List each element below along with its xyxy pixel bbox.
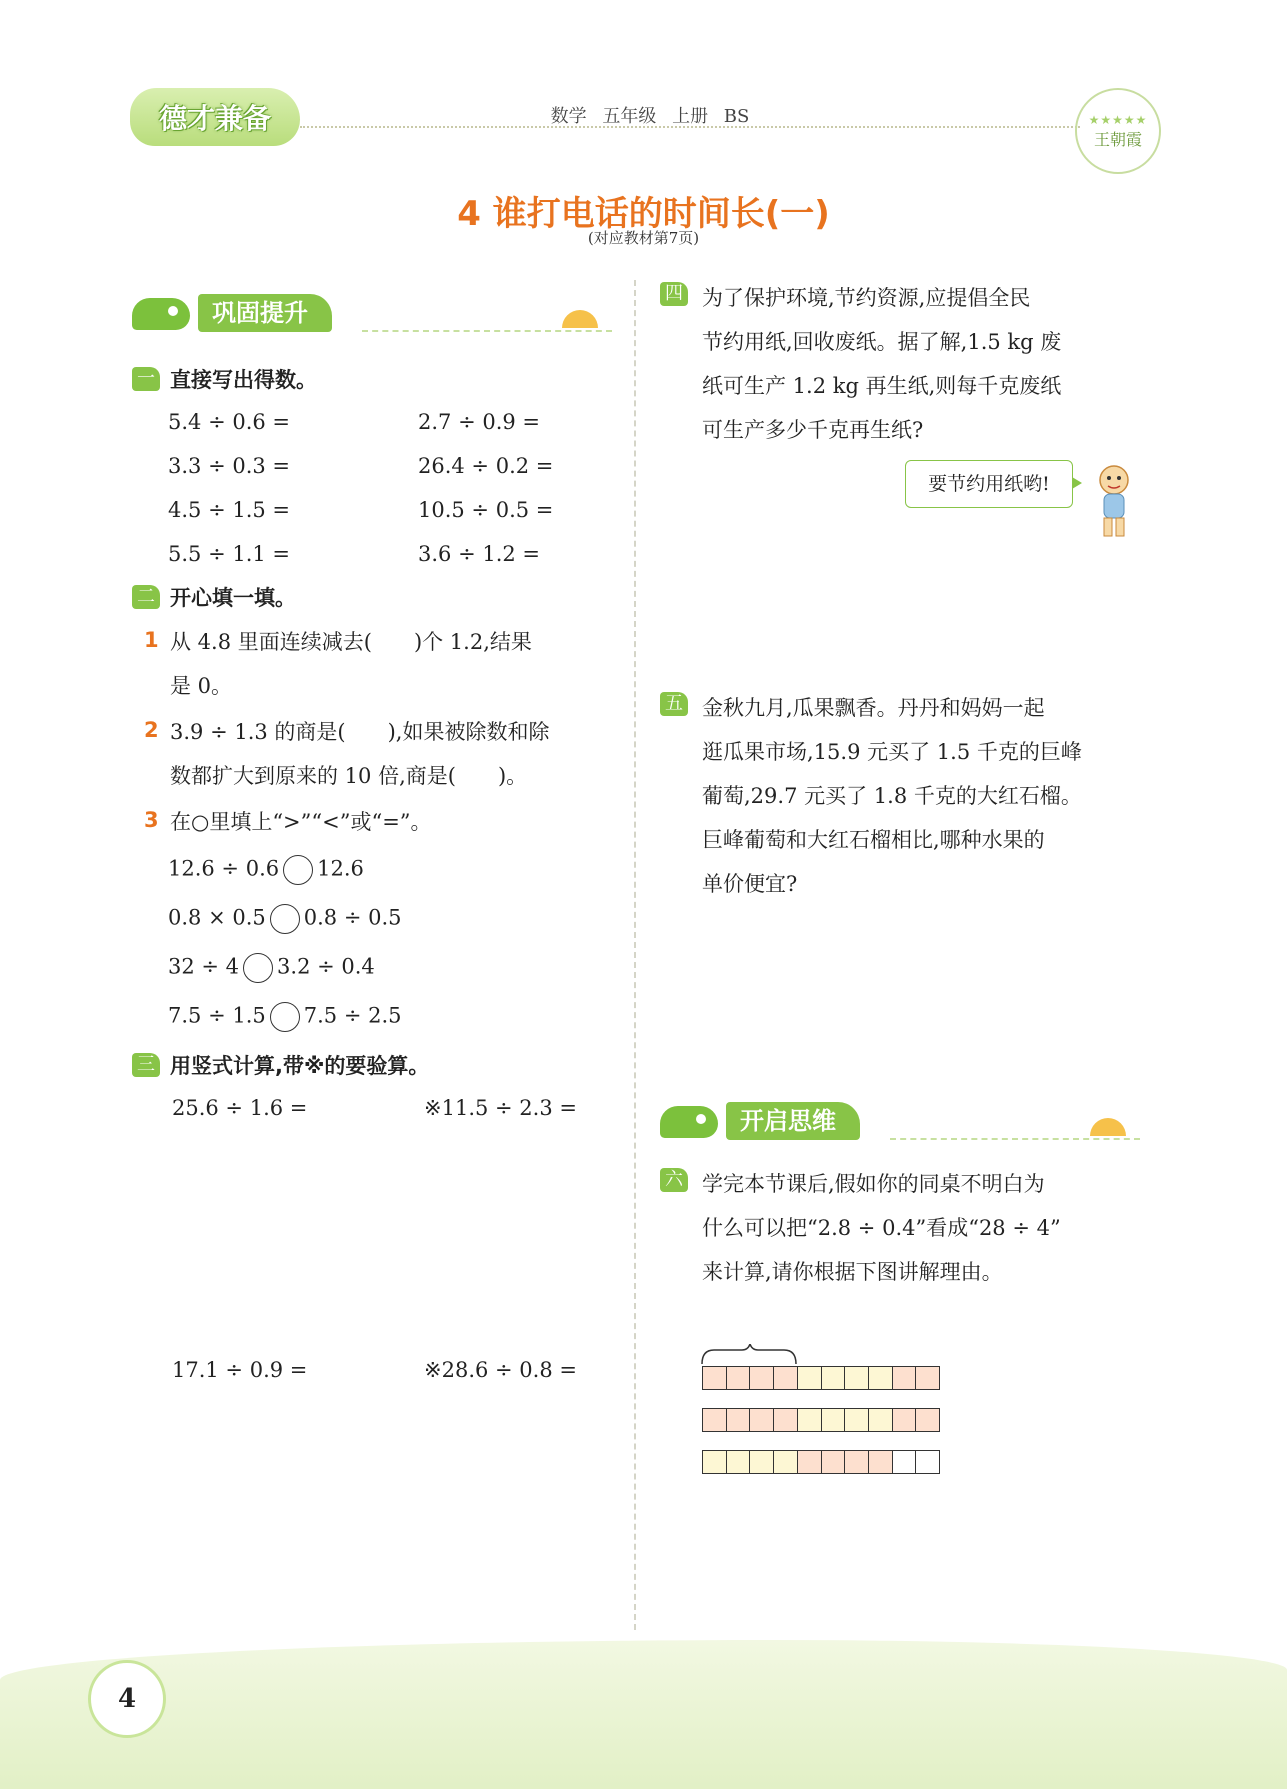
- q6-line: 学完本节课后,假如你的同桌不明白为: [702, 1172, 1045, 1196]
- compare-row: [168, 855, 364, 885]
- sub-number: 1: [144, 628, 159, 652]
- section-label: 巩固提升: [198, 294, 332, 332]
- section-banner-consolidate: [132, 290, 612, 336]
- compare-left: 7.5 ÷ 1.5: [168, 1003, 266, 1028]
- question-title: 开心填一填。: [170, 586, 296, 610]
- page-number: 4: [88, 1660, 166, 1738]
- column-divider: [634, 280, 636, 1630]
- q5-line: 逛瓜果市场,15.9 元买了 1.5 千克的巨峰: [702, 740, 1082, 764]
- compare-row: [168, 904, 402, 934]
- question-title: 用竖式计算,带※的要验算。: [170, 1054, 430, 1078]
- q4-line: 纸可生产 1.2 kg 再生纸,则每千克废纸: [702, 374, 1062, 398]
- q3-item: 25.6 ÷ 1.6 =: [172, 1096, 308, 1120]
- q2-item-2: [144, 710, 624, 798]
- section-banner-thinking: [660, 1098, 1140, 1144]
- question-5: [660, 686, 1150, 906]
- cartoon-character-icon: [1090, 462, 1138, 542]
- answer-circle[interactable]: [243, 953, 273, 983]
- question-2-header: [132, 580, 296, 614]
- q3-item: 17.1 ÷ 0.9 =: [172, 1358, 308, 1382]
- question-4: [660, 276, 1150, 452]
- section-label: 开启思维: [726, 1102, 860, 1140]
- seal-name: 王朝霞: [1093, 129, 1142, 149]
- q5-line: 金秋九月,瓜果飘香。丹丹和妈妈一起: [702, 696, 1045, 720]
- sub-number: 3: [144, 808, 159, 832]
- q2-item-1-line1: 从 4.8 里面连续减去( )个 1.2,结果: [170, 630, 532, 654]
- q1-item: 5.4 ÷ 0.6 =: [168, 410, 291, 434]
- series-logo: 德才兼备: [130, 88, 300, 146]
- compare-left: 0.8 × 0.5: [168, 905, 266, 930]
- q2-item-1: [144, 620, 624, 708]
- page-title: 4 谁打电话的时间长(一): [457, 194, 830, 234]
- grid-bar-2: [702, 1408, 940, 1432]
- q2-item-3: [144, 800, 624, 844]
- sun-icon: [562, 310, 598, 328]
- whale-icon: [660, 1106, 718, 1138]
- question-number: 三: [132, 1053, 160, 1077]
- footer-decoration: [0, 1640, 1287, 1789]
- answer-circle[interactable]: [270, 904, 300, 934]
- q5-line: 巨峰葡萄和大红石榴相比,哪种水果的: [702, 828, 1045, 852]
- compare-row: [168, 1002, 402, 1032]
- q4-line: 可生产多少千克再生纸?: [702, 418, 924, 442]
- q6-line: 来计算,请你根据下图讲解理由。: [702, 1260, 1003, 1284]
- sun-icon: [1090, 1118, 1126, 1136]
- whale-icon: [132, 298, 190, 330]
- speech-bubble: 要节约用纸哟!: [905, 460, 1073, 508]
- question-1-header: [132, 362, 317, 396]
- textbook-reference: (对应教材第7页): [587, 229, 700, 247]
- q1-item: 10.5 ÷ 0.5 =: [418, 498, 554, 522]
- q2-item-3-line1: 在○里填上“>”“<”或“=”。: [170, 810, 432, 834]
- compare-left: 12.6 ÷ 0.6: [168, 856, 280, 881]
- banner-rule: [362, 330, 612, 332]
- compare-right: 0.8 ÷ 0.5: [303, 905, 402, 930]
- compare-right: 3.2 ÷ 0.4: [277, 954, 375, 979]
- banner-rule: [890, 1138, 1140, 1140]
- q1-item: 2.7 ÷ 0.9 =: [418, 410, 541, 434]
- question-number: 二: [132, 585, 160, 609]
- q2-item-2-line2: 数都扩大到原来的 10 倍,商是( )。: [170, 764, 528, 788]
- question-3-header: [132, 1048, 429, 1082]
- q2-item-1-line2: 是 0。: [170, 674, 233, 698]
- compare-row: [168, 953, 375, 983]
- question-number: 五: [660, 692, 688, 716]
- q4-line: 为了保护环境,节约资源,应提倡全民: [702, 286, 1031, 310]
- q1-item: 5.5 ÷ 1.1 =: [168, 542, 291, 566]
- q3-item: ※11.5 ÷ 2.3 =: [424, 1096, 577, 1120]
- brace-icon: [700, 1344, 800, 1368]
- answer-circle[interactable]: [283, 855, 313, 885]
- q1-item: 3.3 ÷ 0.3 =: [168, 454, 291, 478]
- q4-line: 节约用纸,回收废纸。据了解,1.5 kg 废: [702, 330, 1062, 354]
- question-number: 一: [132, 367, 160, 391]
- sub-number: 2: [144, 718, 159, 742]
- question-number: 四: [660, 282, 688, 306]
- q5-line: 单价便宜?: [702, 872, 798, 896]
- q1-item: 3.6 ÷ 1.2 =: [418, 542, 541, 566]
- q6-line: 什么可以把“2.8 ÷ 0.4”看成“28 ÷ 4”: [702, 1216, 1061, 1240]
- q5-line: 葡萄,29.7 元买了 1.8 千克的大红石榴。: [702, 784, 1082, 808]
- q1-item: 4.5 ÷ 1.5 =: [168, 498, 291, 522]
- question-6: [660, 1162, 1150, 1294]
- seal-stars-icon: ★★★★★: [1088, 112, 1148, 127]
- subject-label: 数学 五年级 上册 BS: [550, 106, 750, 127]
- q3-item: ※28.6 ÷ 0.8 =: [424, 1358, 577, 1382]
- grid-bar-3: [702, 1450, 940, 1474]
- compare-right: 7.5 ÷ 2.5: [303, 1003, 402, 1028]
- q2-item-2-line1: 3.9 ÷ 1.3 的商是( ),如果被除数和除: [170, 720, 550, 744]
- compare-right: 12.6: [317, 856, 364, 881]
- compare-left: 32 ÷ 4: [168, 954, 240, 979]
- q1-item: 26.4 ÷ 0.2 =: [418, 454, 554, 478]
- question-number: 六: [660, 1168, 688, 1192]
- answer-circle[interactable]: [270, 1002, 300, 1032]
- author-seal: [1075, 88, 1161, 174]
- grid-bar-1: [702, 1366, 940, 1390]
- question-title: 直接写出得数。: [170, 368, 317, 392]
